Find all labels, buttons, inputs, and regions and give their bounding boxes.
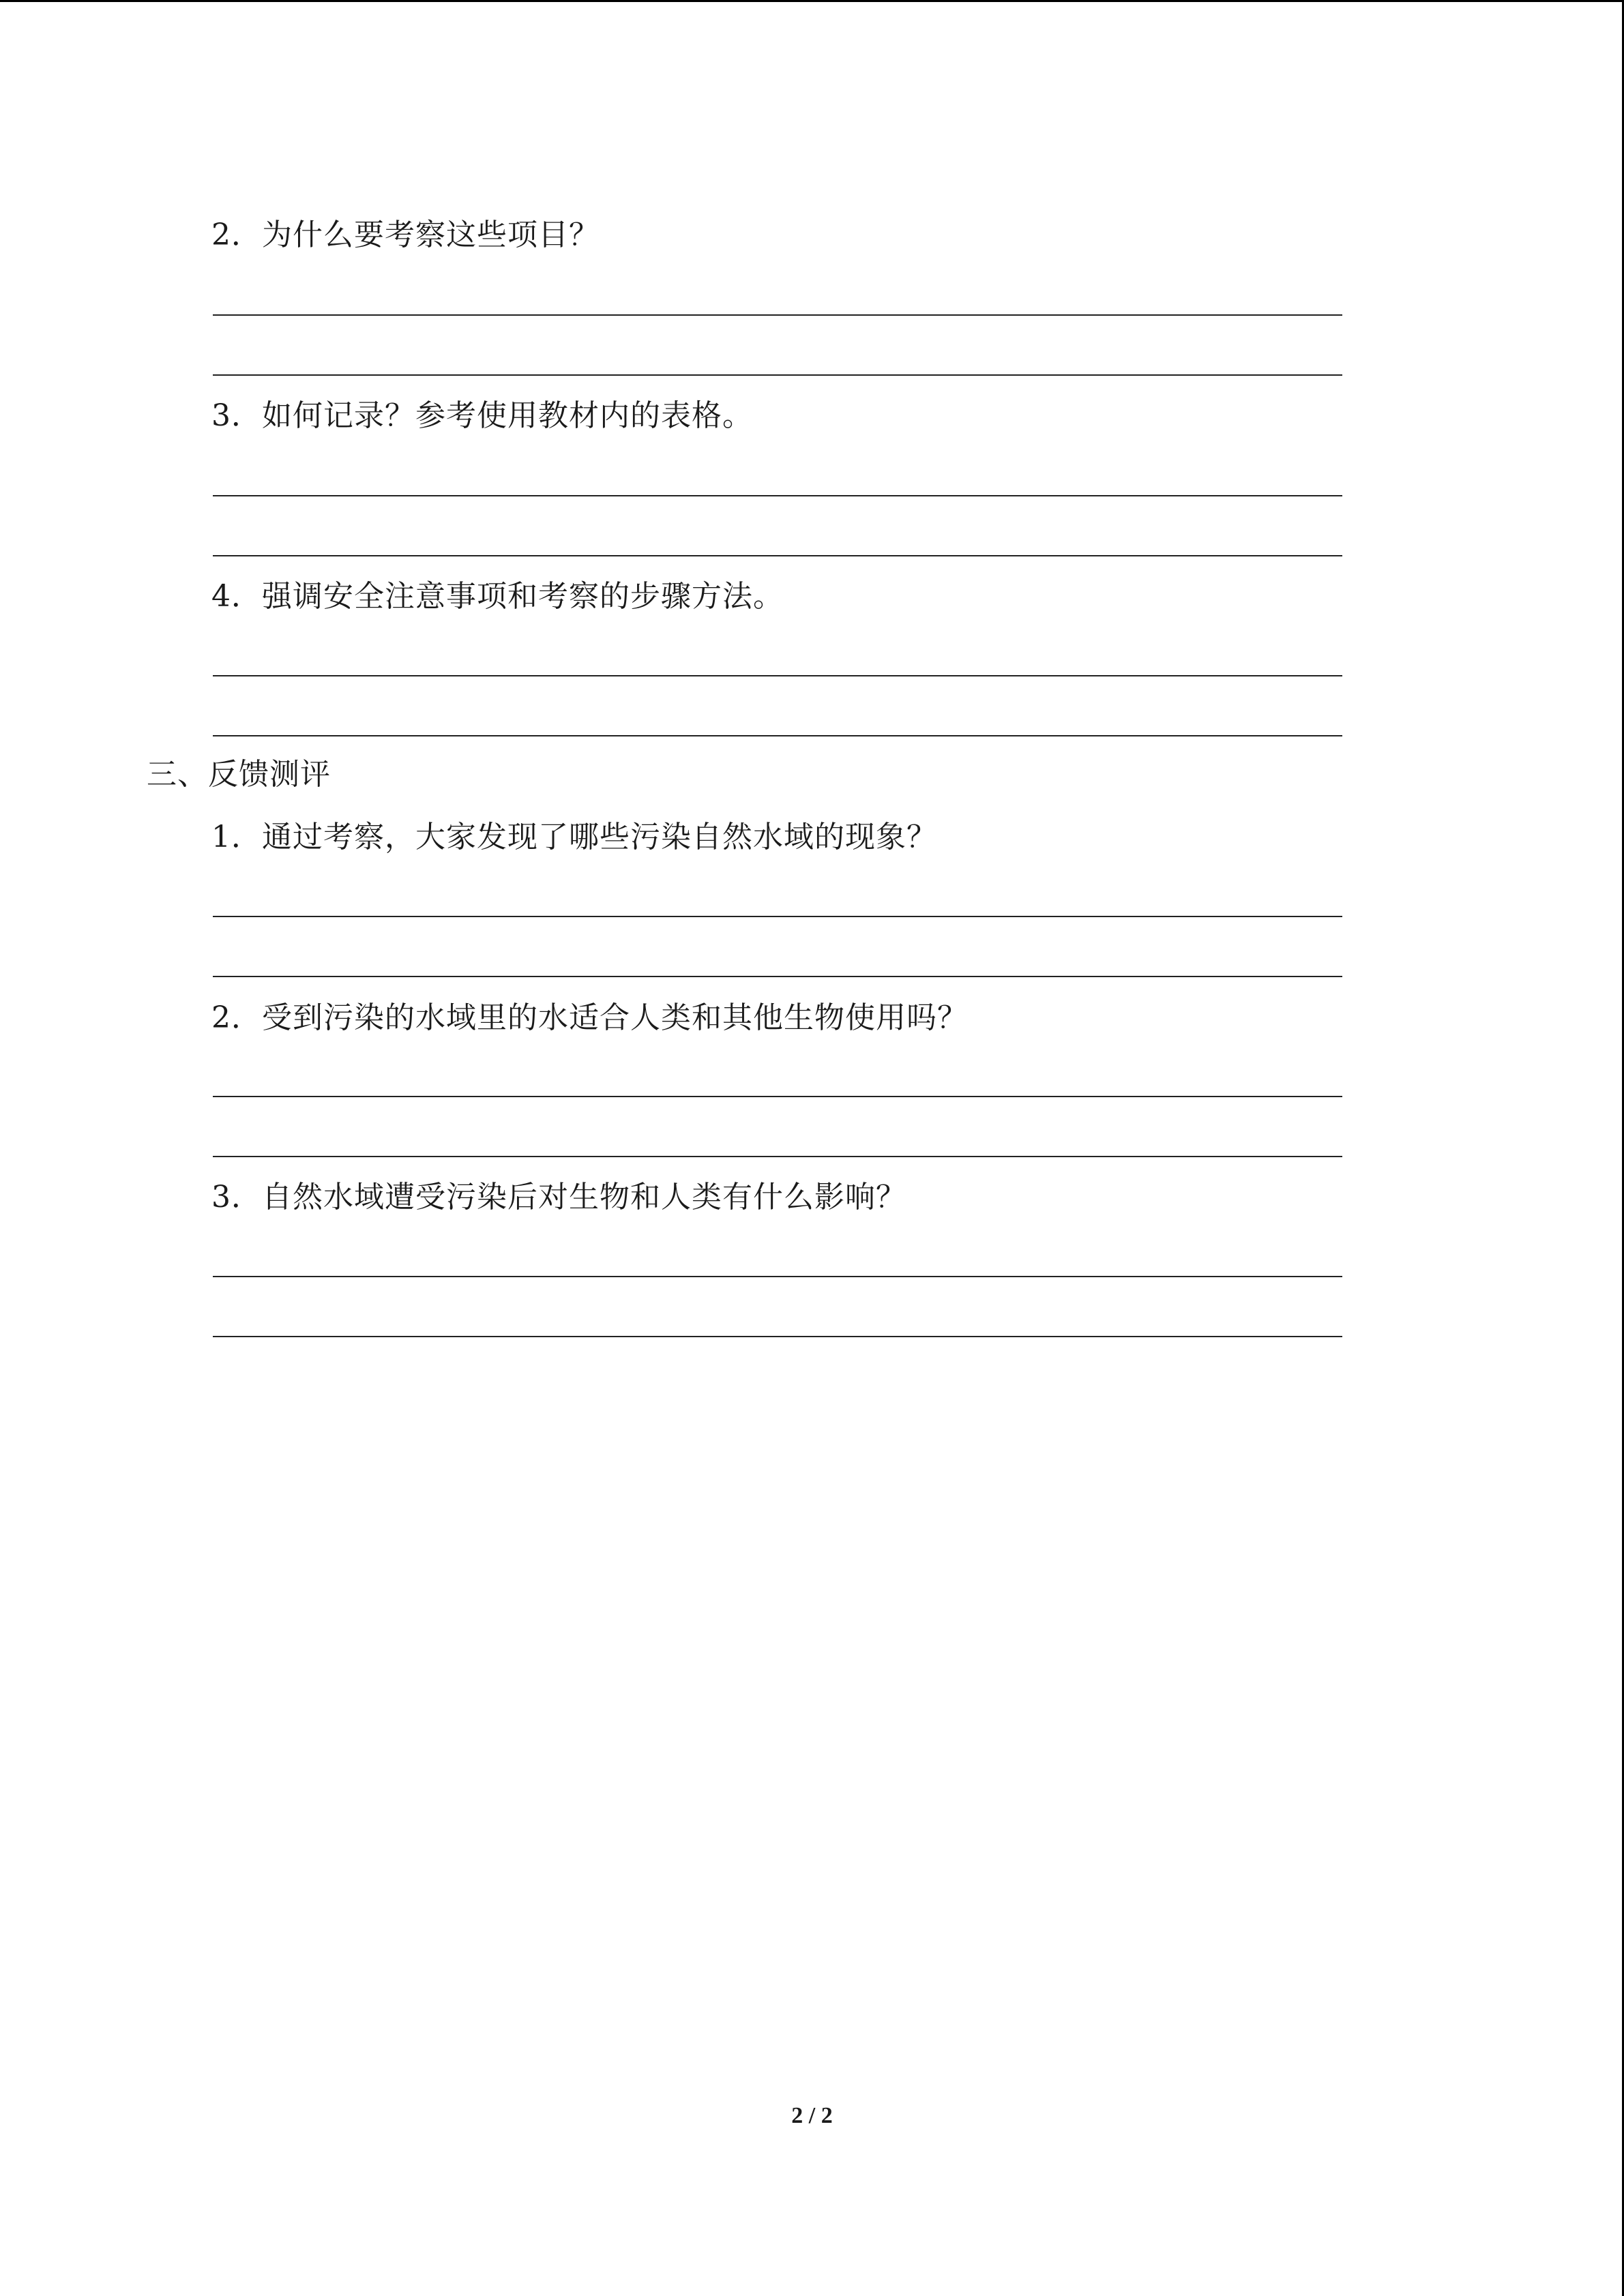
question-safety-notes: 4．强调安全注意事项和考察的步骤方法。 [211, 579, 784, 614]
answer-line[interactable] [213, 675, 1342, 676]
question-water-suitability: 2．受到污染的水域里的水适合人类和其他生物使用吗？ [211, 1000, 968, 1035]
page-number: 2 / 2 [791, 2103, 833, 2128]
question-how-record: 3．如何记录？参考使用教材内的表格。 [211, 398, 753, 433]
answer-line[interactable] [213, 1096, 1342, 1097]
answer-line[interactable] [213, 374, 1342, 376]
page-border-top [0, 0, 1624, 2]
answer-line[interactable] [213, 916, 1342, 917]
answer-line[interactable] [213, 314, 1342, 316]
answer-line[interactable] [213, 1156, 1342, 1157]
answer-line[interactable] [213, 735, 1342, 736]
answer-line[interactable] [213, 495, 1342, 496]
answer-line[interactable] [213, 555, 1342, 556]
question-pollution-phenomena: 1．通过考察，大家发现了哪些污染自然水域的现象？ [211, 820, 937, 854]
section-heading-feedback: 三、反馈测评 [147, 757, 331, 792]
answer-line[interactable] [213, 976, 1342, 977]
answer-line[interactable] [213, 1276, 1342, 1277]
answer-line[interactable] [213, 1336, 1342, 1337]
question-why-examine: 2．为什么要考察这些项目？ [211, 218, 600, 252]
question-pollution-impact: 3．自然水域遭受污染后对生物和人类有什么影响？ [211, 1180, 906, 1214]
